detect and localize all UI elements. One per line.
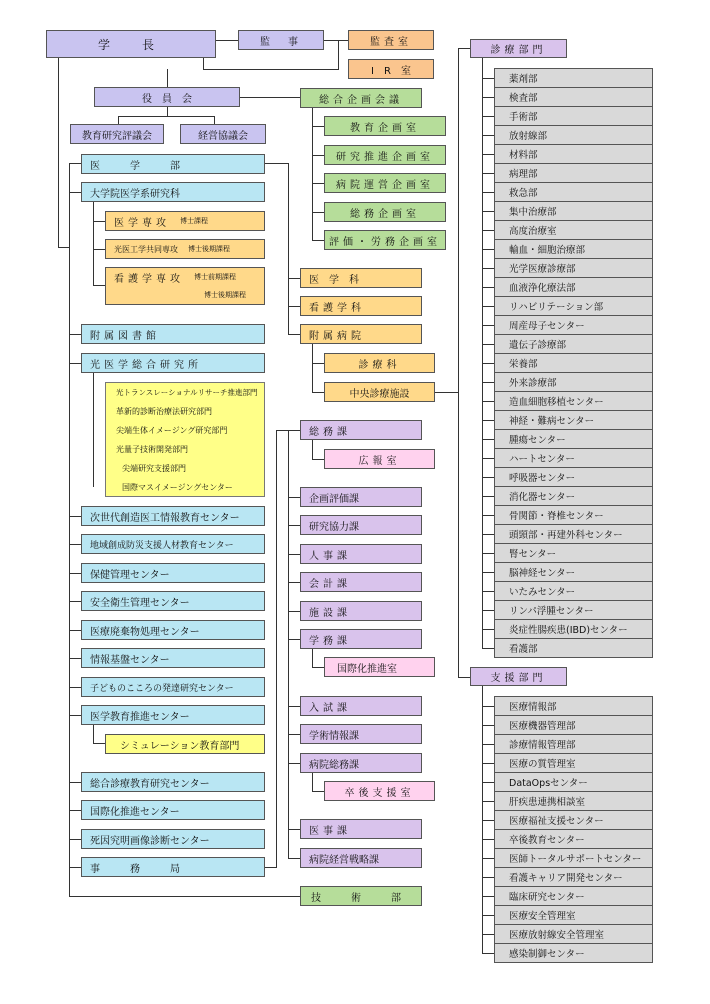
support-unit-box: 診療情報管理部 (494, 734, 653, 754)
clinical-unit-box: 高度治療室 (494, 220, 653, 240)
clinical-unit-box: 放射線部 (494, 125, 653, 145)
connector-line (482, 820, 494, 821)
clinical-unit-box: 炎症性腸疾患(IBD)センター (494, 619, 653, 639)
admin-section-box: 入試課 (300, 696, 422, 716)
connector-line (288, 734, 300, 735)
connector-line (458, 48, 459, 677)
photonics-unit-list (105, 382, 265, 497)
connector-line (482, 610, 494, 611)
connector-line (482, 801, 494, 802)
support-unit-box: 医療安全管理室 (494, 905, 653, 925)
planning-office-box: 病院運営企画室 (324, 173, 446, 193)
connector-line (203, 69, 339, 70)
connector-line (482, 173, 494, 174)
support-unit-box: 肝疾患連携相談室 (494, 791, 653, 811)
connector-line (203, 57, 204, 69)
planning-office-box: 教育企画室 (324, 116, 446, 136)
clinical-unit-box: ハートセンター (494, 448, 653, 468)
connector-line (482, 458, 494, 459)
connector-line (312, 791, 324, 792)
connector-line (482, 230, 494, 231)
planning-office-box: 総務企画室 (324, 202, 446, 222)
clinical-unit-box: 周産母子センター (494, 315, 653, 335)
connector-line (482, 78, 494, 79)
grad-school-box: 大学院医学系研究科 (81, 182, 265, 202)
connector-line (288, 763, 300, 764)
connector-line (69, 334, 81, 335)
photonics-unit: 革新的診断治療法研究部門 (116, 407, 212, 416)
clinical-unit-box: 看護部 (494, 638, 653, 658)
connector-line (288, 858, 300, 859)
support-unit-box: DataOpsセンター (494, 772, 653, 792)
support-division-box: 支援部門 (470, 667, 567, 686)
connector-line (482, 572, 494, 573)
planning-office-box: 評価・労務企画室 (324, 230, 446, 250)
connector-line (482, 915, 494, 916)
connector-line (312, 392, 324, 393)
center-box: 総合診療教育研究センター (81, 772, 265, 792)
clinical-unit-box: いたみセンター (494, 581, 653, 601)
audit-office-box: 監査室 (348, 30, 434, 50)
center-box: 医学教育推進センター (81, 705, 265, 725)
connector-line (312, 126, 324, 127)
connector-line (167, 107, 168, 116)
connector-line (482, 135, 494, 136)
connector-line (312, 667, 324, 668)
clinical-unit-box: 腫瘍センター (494, 429, 653, 449)
department-box: 医学科 (300, 268, 422, 288)
support-unit-box: 医療福祉支援センター (494, 810, 653, 830)
major-name: 医学専攻 (114, 217, 170, 229)
clinical-unit-box: 頭頸部・再建外科センター (494, 524, 653, 544)
connector-line (288, 430, 289, 858)
connector-line (482, 591, 494, 592)
connector-line (288, 582, 300, 583)
connector-line (214, 116, 215, 124)
center-box: 安全衛生管理センター (81, 591, 265, 611)
admin-section-box: 研究協力課 (300, 515, 422, 535)
simulation-dept-box: シミュレーション教育部門 (105, 734, 265, 754)
clinical-unit-box: 外来診療部 (494, 372, 653, 392)
secretariat-box: 事 務 局 (81, 857, 265, 877)
connector-line (288, 639, 300, 640)
connector-line (69, 601, 81, 602)
clinical-division-box: 診療部門 (470, 39, 567, 58)
connector-line (93, 743, 105, 744)
connector-line (482, 858, 494, 859)
major-course: 博士後期課程 (188, 245, 230, 253)
clinical-unit-box: 腎センター (494, 543, 653, 563)
clinical-unit-box: リンパ浮腫センター (494, 600, 653, 620)
connector-line (482, 154, 494, 155)
photonics-unit: 光トランスレーショナルリサーチ推進部門 (116, 388, 258, 397)
connector-line (312, 344, 313, 393)
center-box: 次世代創造医工情報教育センター (81, 506, 265, 526)
management-council-box: 経営協議会 (180, 124, 266, 144)
connector-line (276, 430, 300, 431)
connector-line (276, 430, 277, 868)
connector-line (93, 724, 94, 743)
support-unit-box: 医療情報部 (494, 696, 653, 716)
connector-line (458, 677, 470, 678)
connector-line (482, 325, 494, 326)
connector-line (69, 658, 81, 659)
board-box: 役 員 会 (94, 87, 240, 107)
support-unit-box: 医療の質管理室 (494, 753, 653, 773)
connector-line (118, 116, 215, 117)
connector-line (482, 648, 494, 649)
connector-line (482, 496, 494, 497)
support-unit-box: 医療放射線安全管理室 (494, 924, 653, 944)
support-unit-box: 医療機器管理部 (494, 715, 653, 735)
clinical-unit-box: 造血細胞移植センター (494, 391, 653, 411)
connector-line (458, 48, 470, 49)
planning-office-box: 研究推進企画室 (324, 145, 446, 165)
connector-line (482, 953, 494, 954)
connector-line (482, 629, 494, 630)
department-box: 附属病院 (300, 324, 422, 344)
connector-line (482, 211, 494, 212)
center-box: 医療廃棄物処理センター (81, 620, 265, 640)
photonics-unit: 尖端研究支援部門 (122, 464, 186, 473)
connector-line (482, 515, 494, 516)
connector-line (288, 334, 300, 335)
connector-line (69, 163, 70, 896)
library-box: 附属図書館 (81, 324, 265, 344)
connector-line (482, 363, 494, 364)
connector-line (58, 57, 59, 247)
edu-research-council-box: 教育研究評議会 (70, 124, 164, 144)
clinical-unit-box: 骨関節・脊椎センター (494, 505, 653, 525)
connector-line (482, 382, 494, 383)
center-box: 死因究明画像診断センター (81, 829, 265, 849)
connector-line (69, 715, 81, 716)
connector-line (118, 116, 119, 124)
connector-line (482, 839, 494, 840)
connector-line (482, 249, 494, 250)
clinical-unit-box: 消化器センター (494, 486, 653, 506)
support-unit-box: 卒後教育センター (494, 829, 653, 849)
photonics-unit: 国際マスイメージングセンター (122, 483, 233, 492)
connector-line (288, 497, 300, 498)
hospital-unit-box: 診療科 (324, 353, 435, 373)
connector-line (240, 97, 300, 98)
major-name: 光医工学共同専攻 (114, 244, 178, 254)
photonics-unit: 尖端生体イメージング研究部門 (116, 426, 228, 435)
connector-line (69, 544, 81, 545)
connector-line (482, 97, 494, 98)
connector-line (288, 829, 300, 830)
clinical-unit-box: 血液浄化療法部 (494, 277, 653, 297)
admin-section-box: 施設課 (300, 601, 422, 621)
connector-line (167, 69, 168, 87)
center-box: 保健管理センター (81, 563, 265, 583)
alumni-office-box: 卒後支援室 (324, 781, 435, 801)
major-box (105, 211, 265, 231)
connector-line (69, 516, 81, 517)
connector-line (93, 373, 94, 487)
connector-line (482, 439, 494, 440)
connector-line (69, 163, 81, 164)
connector-line (288, 278, 300, 279)
connector-line (482, 763, 494, 764)
major-name: 看護学専攻 (114, 273, 184, 285)
support-unit-box: 臨床研究センター (494, 886, 653, 906)
connector-line (482, 344, 494, 345)
connector-line (482, 744, 494, 745)
connector-line (482, 116, 494, 117)
connector-line (69, 630, 81, 631)
tech-dept-box: 技 術 部 (300, 886, 422, 906)
support-unit-box: 感染制御センター (494, 943, 653, 963)
center-box: 国際化推進センター (81, 800, 265, 820)
major-course: 博士後期課程 (204, 291, 246, 299)
connector-line (482, 896, 494, 897)
connector-line (482, 782, 494, 783)
center-box: 情報基盤センター (81, 648, 265, 668)
major-box (105, 239, 265, 259)
connector-line (69, 192, 81, 193)
connector-line (482, 420, 494, 421)
connector-line (482, 268, 494, 269)
connector-line (482, 192, 494, 193)
connector-line (338, 40, 339, 69)
clinical-unit-box: 呼吸器センター (494, 467, 653, 487)
connector-line (93, 202, 94, 286)
connector-line (288, 163, 289, 335)
admin-section-box: 総務課 (300, 420, 422, 440)
clinical-unit-box: 神経・難病センター (494, 410, 653, 430)
connector-line (482, 477, 494, 478)
connector-line (69, 839, 81, 840)
connector-line (312, 459, 324, 460)
connector-line (312, 363, 324, 364)
clinical-unit-box: 光学医療診療部 (494, 258, 653, 278)
connector-line (69, 573, 81, 574)
ir-office-box: I R 室 (348, 59, 434, 79)
connector-line (312, 108, 313, 241)
pr-office-box: 広報室 (324, 449, 435, 469)
connector-line (435, 392, 459, 393)
major-box (105, 267, 265, 305)
connector-line (312, 183, 324, 184)
connector-line (69, 687, 81, 688)
connector-line (482, 877, 494, 878)
hospital-unit-box: 中央診療施設 (324, 382, 435, 402)
connector-line (288, 706, 300, 707)
connector-line (482, 287, 494, 288)
connector-line (312, 155, 324, 156)
admin-section-box: 企画評価課 (300, 487, 422, 507)
clinical-unit-box: 救急部 (494, 182, 653, 202)
admin-section-box: 学務課 (300, 629, 422, 649)
connector-line (482, 553, 494, 554)
connector-line (312, 440, 313, 459)
clinical-unit-box: 脳神経センター (494, 562, 653, 582)
connector-line (93, 249, 105, 250)
admin-section-box: 学術情報課 (300, 724, 422, 744)
clinical-unit-box: リハビリテーション部 (494, 296, 653, 316)
faculty-box: 医 学 部 (81, 154, 265, 174)
center-box: 子どものこころの発達研究センター (81, 677, 265, 697)
support-unit-box: 医師トータルサポートセンター (494, 848, 653, 868)
connector-line (312, 212, 324, 213)
admin-section-box: 病院経営戦略課 (300, 848, 422, 868)
clinical-unit-box: 検査部 (494, 87, 653, 107)
connector-line (69, 363, 81, 364)
intl-office-box: 国際化推進室 (324, 657, 435, 677)
major-course: 博士課程 (180, 217, 208, 225)
connector-line (482, 58, 483, 649)
department-box: 看護学科 (300, 296, 422, 316)
connector-line (69, 782, 81, 783)
clinical-unit-box: 集中治療部 (494, 201, 653, 221)
connector-line (482, 534, 494, 535)
photonics-unit: 光量子技術開発部門 (116, 445, 188, 454)
connector-line (288, 525, 300, 526)
connector-line (312, 648, 313, 667)
connector-line (482, 725, 494, 726)
connector-line (93, 285, 105, 286)
clinical-unit-box: 材料部 (494, 144, 653, 164)
connector-line (69, 896, 300, 897)
connector-line (482, 706, 494, 707)
connector-line (312, 772, 313, 791)
connector-line (288, 611, 300, 612)
clinical-unit-box: 手術部 (494, 106, 653, 126)
connector-line (69, 867, 81, 868)
auditor-box: 監 事 (238, 30, 324, 50)
connector-line (288, 306, 300, 307)
connector-line (312, 240, 324, 241)
admin-section-box: 医事課 (300, 819, 422, 839)
admin-section-box: 人事課 (300, 544, 422, 564)
clinical-unit-box: 病理部 (494, 163, 653, 183)
connector-line (69, 810, 81, 811)
connector-line (93, 221, 105, 222)
major-course: 博士前期課程 (194, 273, 236, 281)
photonics-center-box: 光医学総合研究所 (81, 353, 265, 373)
president-box: 学 長 (46, 30, 216, 58)
connector-line (288, 554, 300, 555)
clinical-unit-box: 輸血・細胞治療部 (494, 239, 653, 259)
clinical-unit-box: 遺伝子診療部 (494, 334, 653, 354)
support-unit-box: 看護キャリア開発センター (494, 867, 653, 887)
clinical-unit-box: 栄養部 (494, 353, 653, 373)
clinical-unit-box: 薬剤部 (494, 68, 653, 88)
connector-line (482, 934, 494, 935)
connector-line (482, 401, 494, 402)
admin-section-box: 会計課 (300, 572, 422, 592)
connector-line (265, 163, 289, 164)
connector-line (482, 306, 494, 307)
planning-council-box: 総合企画会議 (300, 88, 422, 108)
admin-section-box: 病院総務課 (300, 753, 422, 773)
center-box: 地域創成防災支援人材教育センター (81, 534, 265, 554)
